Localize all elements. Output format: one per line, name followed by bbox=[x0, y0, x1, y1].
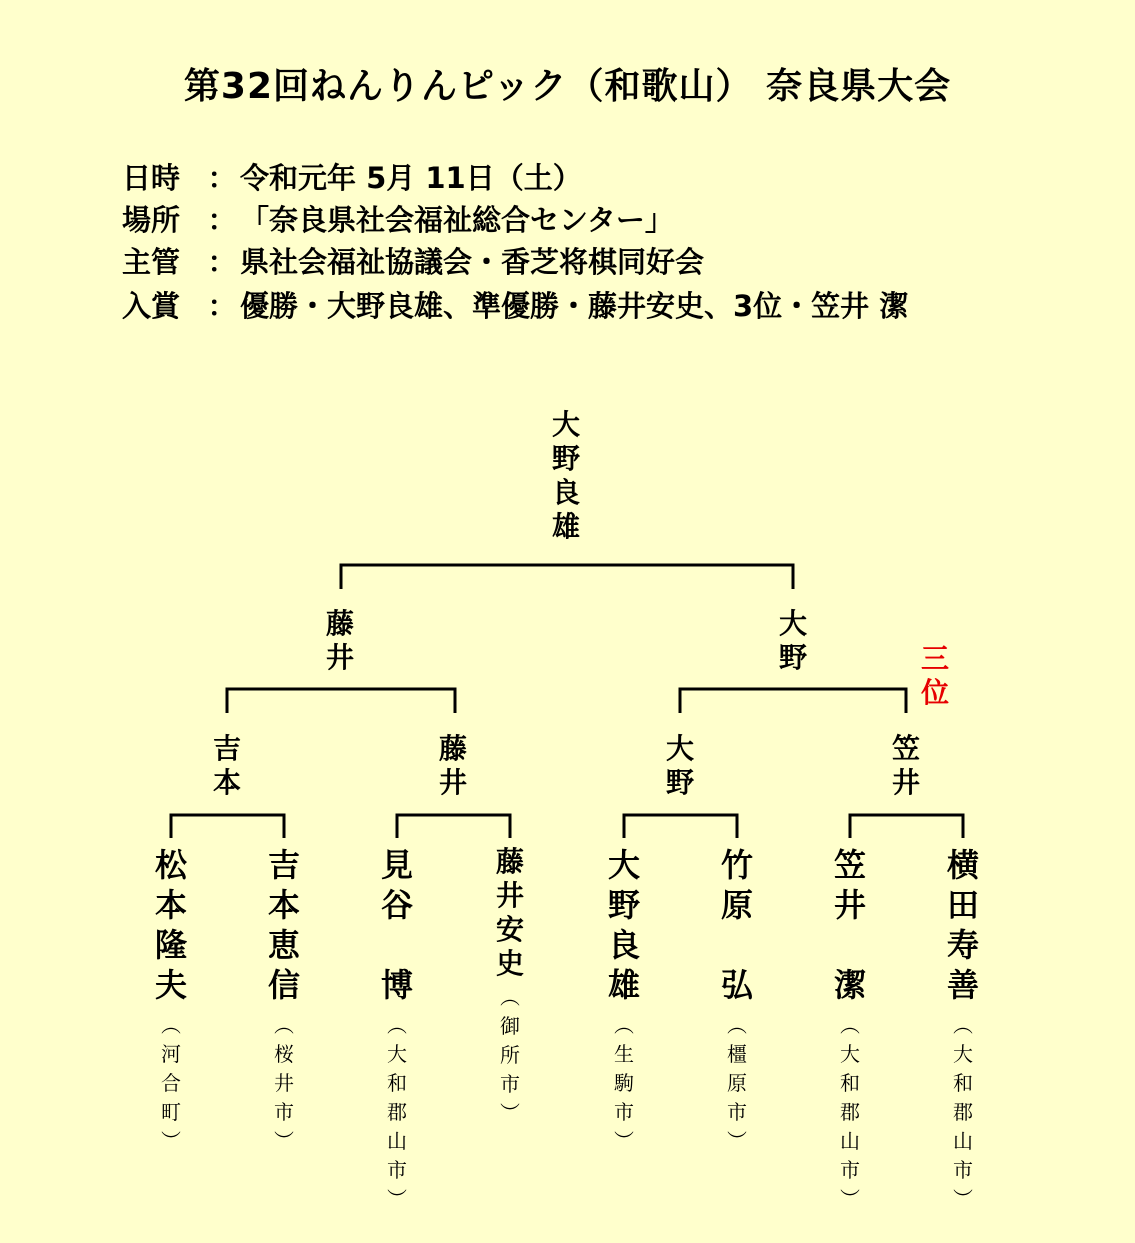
player-city: ︵ 大 和 郡 山 市 ︶ bbox=[953, 1013, 973, 1211]
semifinalist-2: 藤 井 bbox=[438, 732, 467, 799]
round1-bracket-line-2 bbox=[397, 815, 510, 838]
semifinalist-3: 大 野 bbox=[665, 732, 694, 799]
player-name: 横 田 寿 善 bbox=[946, 846, 979, 1004]
info-label: 場所 bbox=[122, 203, 181, 237]
info-separator: ： bbox=[207, 289, 237, 323]
info-value: 県社会福祉協議会・香芝将棋同好会 bbox=[240, 245, 705, 279]
round1-bracket-line-1 bbox=[171, 815, 284, 838]
info-separator: ： bbox=[207, 245, 237, 279]
final-bracket-line bbox=[341, 565, 793, 589]
player-name: 大 野 良 雄 bbox=[607, 846, 640, 1004]
player-city: ︵ 桜 井 市 ︶ bbox=[274, 1013, 294, 1153]
info-label: 入賞 bbox=[122, 289, 181, 323]
info-value: 令和元年 5月 11日（土） bbox=[240, 161, 582, 195]
info-label: 主管 bbox=[122, 245, 181, 279]
round1-bracket-line-4 bbox=[850, 815, 963, 838]
finalist-left: 藤 井 bbox=[325, 607, 354, 674]
player-city: ︵ 御 所 市 ︶ bbox=[500, 985, 520, 1125]
player-name: 松 本 隆 夫 bbox=[154, 846, 187, 1004]
player-city: ︵ 大 和 郡 山 市 ︶ bbox=[387, 1013, 407, 1211]
semifinalist-1: 吉 本 bbox=[212, 732, 241, 799]
player-name: 見 谷 博 bbox=[380, 846, 413, 1004]
semi-bracket-line-left bbox=[227, 689, 455, 713]
player-name: 藤 井 安 史 bbox=[495, 845, 524, 980]
round1-bracket-line-3 bbox=[624, 815, 737, 838]
info-value: 優勝・大野良雄、準優勝・藤井安史、3位・笠井 潔 bbox=[240, 289, 909, 323]
player-name: 竹 原 弘 bbox=[720, 846, 753, 1004]
info-separator: ： bbox=[207, 203, 237, 237]
player-city: ︵ 橿 原 市 ︶ bbox=[727, 1013, 747, 1153]
info-value: 「奈良県社会福祉総合センター」 bbox=[240, 203, 674, 237]
player-name: 笠 井 潔 bbox=[833, 846, 866, 1004]
finalist-right: 大 野 bbox=[778, 607, 807, 674]
info-label: 日時 bbox=[122, 161, 181, 195]
player-name: 吉 本 恵 信 bbox=[267, 846, 300, 1004]
info-separator: ： bbox=[207, 161, 237, 195]
player-city: ︵ 河 合 町 ︶ bbox=[161, 1013, 181, 1153]
player-city: ︵ 生 駒 市 ︶ bbox=[614, 1013, 634, 1153]
page-title: 第32回ねんりんピック（和歌山） 奈良県大会 bbox=[183, 66, 952, 107]
semifinalist-4: 笠 井 bbox=[891, 732, 920, 799]
third-place-label: 三 位 bbox=[920, 642, 949, 709]
player-city: ︵ 大 和 郡 山 市 ︶ bbox=[840, 1013, 860, 1211]
champion-name: 大 野 良 雄 bbox=[551, 408, 580, 543]
semi-bracket-line-right bbox=[680, 689, 906, 713]
